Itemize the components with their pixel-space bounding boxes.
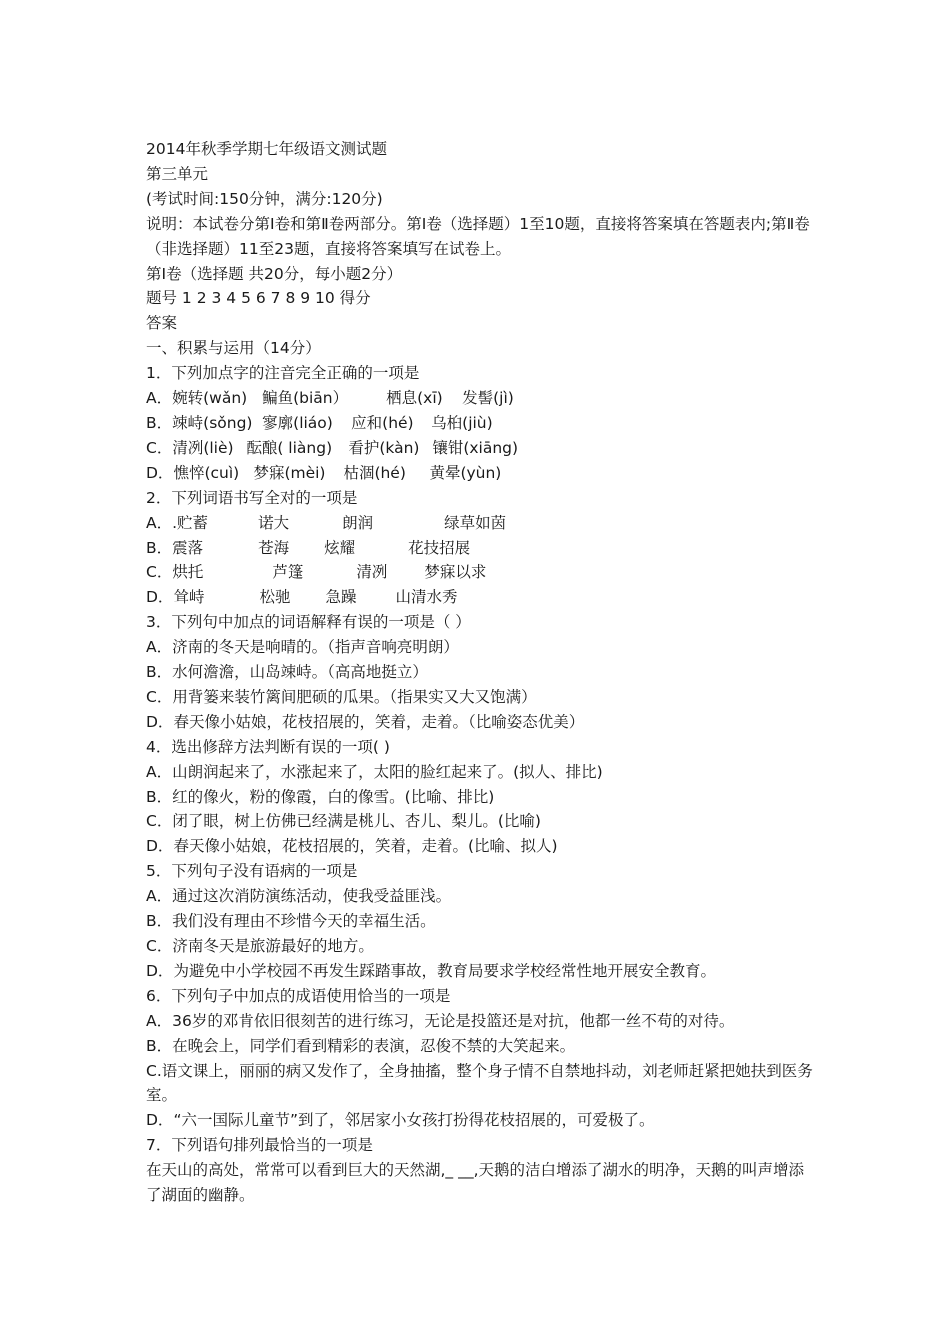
option-word: 枯涸(hé) (343, 463, 406, 482)
question-1-stem: 1．下列加点字的注音完全正确的一项是 (146, 364, 420, 383)
option-word: 清冽(liè) (172, 438, 234, 457)
question-6-stem: 6．下列句子中加点的成语使用恰当的一项是 (146, 986, 451, 1005)
option-label: C． (146, 937, 173, 955)
option-text: 济南冬天是旅游最好的地方。 (172, 937, 374, 955)
option-text: 我们没有理由不珍惜今天的幸福生活。 (172, 912, 436, 931)
option-text: 春天像小姑娘，花枝招展的，笑着，走着。（比喻姿态优美） (173, 712, 585, 731)
option-word: 耸峙 (173, 588, 205, 607)
unit-label: 第三单元 (146, 164, 209, 183)
option-label: C． (146, 563, 173, 582)
question-4-stem: 4．选出修辞方法判断有误的一项( ) (146, 737, 390, 756)
option-word: 看护(kàn) (348, 438, 420, 457)
document-body (146, 137, 816, 1208)
option-word: 应和(hé) (351, 413, 414, 432)
answer-table-answer-row: 答案 (146, 314, 178, 333)
option-label: B． (146, 912, 173, 931)
option-label: B． (146, 413, 173, 432)
option-text: 为避免中小学校园不再发生踩踏事故，教育局要求学校经常性地开展安全教育。 (173, 961, 716, 980)
document-title: 2014年秋季学期七年级语文测试题 (146, 140, 387, 158)
answer-table-header: 题号 1 2 3 4 5 6 7 8 9 10 得分 (146, 289, 371, 308)
question-3-stem: 3．下列句中加点的词语解释有误的一项是（ ） (146, 613, 471, 632)
q1-option-c (146, 436, 816, 461)
option-word: 黄晕(yùn) (429, 463, 502, 482)
option-word: 清冽 (356, 563, 388, 582)
option-word: 梦寐(mèi) (253, 463, 326, 482)
q4-option-b (146, 785, 816, 810)
option-label: A． (146, 638, 173, 657)
q2-option-c (146, 560, 816, 585)
option-word: 苍海 (258, 538, 290, 557)
option-label: A． (146, 389, 173, 408)
q4-option-a (146, 760, 816, 785)
option-label: C. (146, 1061, 162, 1080)
q2-option-b (146, 536, 816, 561)
instructions: 说明：本试卷分第Ⅰ卷和第Ⅱ卷两部分。第Ⅰ卷（选择题）1至10题，直接将答案填在答题表内;第Ⅱ卷（非选择题）11至23题，直接将答案填写在试卷上。 (146, 214, 810, 258)
option-word: 发髻(jì) (462, 389, 514, 408)
option-text: 语文课上，丽丽的病又发作了，全身抽搐，整个身子情不自禁地抖动，刘老师赶紧把她扶到医务室。 (146, 1061, 813, 1105)
option-text: 通过这次消防演练活动，使我受益匪浅。 (172, 887, 452, 906)
option-label: D． (146, 463, 174, 482)
q5-option-b (146, 909, 816, 934)
option-word: 烘托 (172, 563, 204, 582)
q5-option-a (146, 884, 816, 909)
option-label: B． (146, 538, 173, 557)
option-label: D． (146, 712, 174, 731)
option-text: 36岁的邓肯依旧很刻苦的进行练习，无论是投篮还是对抗，他都一丝不苟的对待。 (172, 1011, 735, 1030)
option-text: 水何澹澹，山岛竦峙。（高高地挺立） (172, 663, 428, 682)
option-label: C． (146, 812, 173, 831)
option-label: A． (146, 887, 173, 906)
q1-option-a (146, 386, 816, 411)
option-word: 婉转(wǎn) (172, 389, 248, 408)
option-word: 栖息(xī) (386, 389, 443, 408)
q4-option-c (146, 809, 816, 834)
option-label: A． (146, 1011, 173, 1030)
option-word: 急躁 (325, 588, 357, 607)
q4-option-d (146, 834, 816, 859)
option-label: D． (146, 961, 174, 980)
option-word: 诺大 (258, 513, 290, 532)
option-word: 酝酿( liàng) (246, 438, 333, 457)
q3-option-b (146, 660, 816, 685)
option-text: 红的像火，粉的像霞，白的像雪。(比喻、排比) (172, 787, 495, 806)
q5-option-c (146, 934, 816, 959)
option-label: B． (146, 663, 173, 682)
option-word: 绿草如茵 (444, 513, 507, 532)
section1-header: 第Ⅰ卷（选择题 共20分，每小题2分） (146, 264, 403, 283)
option-word: 花技招展 (408, 538, 471, 557)
q3-option-c (146, 685, 816, 710)
option-word: 震落 (172, 538, 204, 557)
question-2-stem: 2．下列词语书写全对的一项是 (146, 488, 358, 507)
option-word: 山清水秀 (395, 588, 458, 607)
q6-option-b (146, 1034, 816, 1059)
option-label: A． (146, 513, 173, 532)
option-word: 寥廓(liáo) (262, 413, 333, 432)
option-word: 梦寐以求 (424, 563, 487, 582)
q1-option-d (146, 461, 816, 486)
option-text: 闭了眼，树上仿佛已经满是桃儿、杏儿、梨儿。(比喻) (172, 812, 541, 831)
option-word: 芦篷 (272, 563, 304, 582)
option-text: “六一国际儿童节”到了，邻居家小女孩打扮得花枝招展的，可爱极了。 (173, 1111, 655, 1130)
q6-option-a (146, 1009, 816, 1034)
option-label: B． (146, 787, 173, 806)
q5-option-d (146, 959, 816, 984)
q6-option-d (146, 1108, 816, 1133)
option-text: 在晚会上，同学们看到精彩的表演，忍俊不禁的大笑起来。 (172, 1036, 576, 1055)
option-word: 憔悴(cuì) (173, 463, 240, 482)
option-label: D． (146, 1111, 174, 1130)
option-label: C． (146, 438, 173, 457)
option-text: 用背篓来装竹篱间肥硕的瓜果。（指果实又大又饱满） (172, 687, 537, 706)
option-word: 镶钳(xiāng) (432, 438, 519, 457)
q6-option-c (146, 1059, 816, 1109)
option-word: 松驰 (259, 588, 291, 607)
option-word: 鳊鱼(biān） (262, 389, 349, 408)
option-label: A． (146, 762, 173, 781)
q3-option-a (146, 635, 816, 660)
exam-info: (考试时间:150分钟，满分:120分) (146, 189, 383, 208)
q3-option-d (146, 710, 816, 735)
option-word: .贮蓄 (172, 513, 209, 532)
option-label: D． (146, 837, 174, 856)
option-word: 竦峙(sǒng) (172, 413, 253, 432)
q2-option-a (146, 511, 816, 536)
question-7-stem: 7．下列语句排列最恰当的一项是 (146, 1136, 373, 1155)
question-7-body: 在天山的高处，常常可以看到巨大的天然湖,_ __,天鹅的洁白增添了湖水的明净，天鹅的叫声增添了湖面的幽静。 (146, 1161, 805, 1205)
option-word: 乌桕(jiù) (431, 413, 493, 432)
option-word: 朗润 (342, 513, 374, 532)
q2-option-d (146, 585, 816, 610)
option-text: 春天像小姑娘，花枝招展的，笑着，走着。(比喻、拟人) (173, 837, 558, 856)
option-label: D． (146, 588, 174, 607)
question-5-stem: 5．下列句子没有语病的一项是 (146, 862, 358, 881)
q1-option-b (146, 411, 816, 436)
option-text: 山朗润起来了，水涨起来了，太阳的脸红起来了。(拟人、排比) (172, 762, 603, 781)
option-label: B． (146, 1036, 173, 1055)
part1-title: 一、积累与运用（14分） (146, 339, 321, 358)
option-word: 炫耀 (324, 538, 356, 557)
option-label: C． (146, 687, 173, 706)
option-text: 济南的冬天是响晴的。（指声音响亮明朗） (172, 638, 459, 657)
